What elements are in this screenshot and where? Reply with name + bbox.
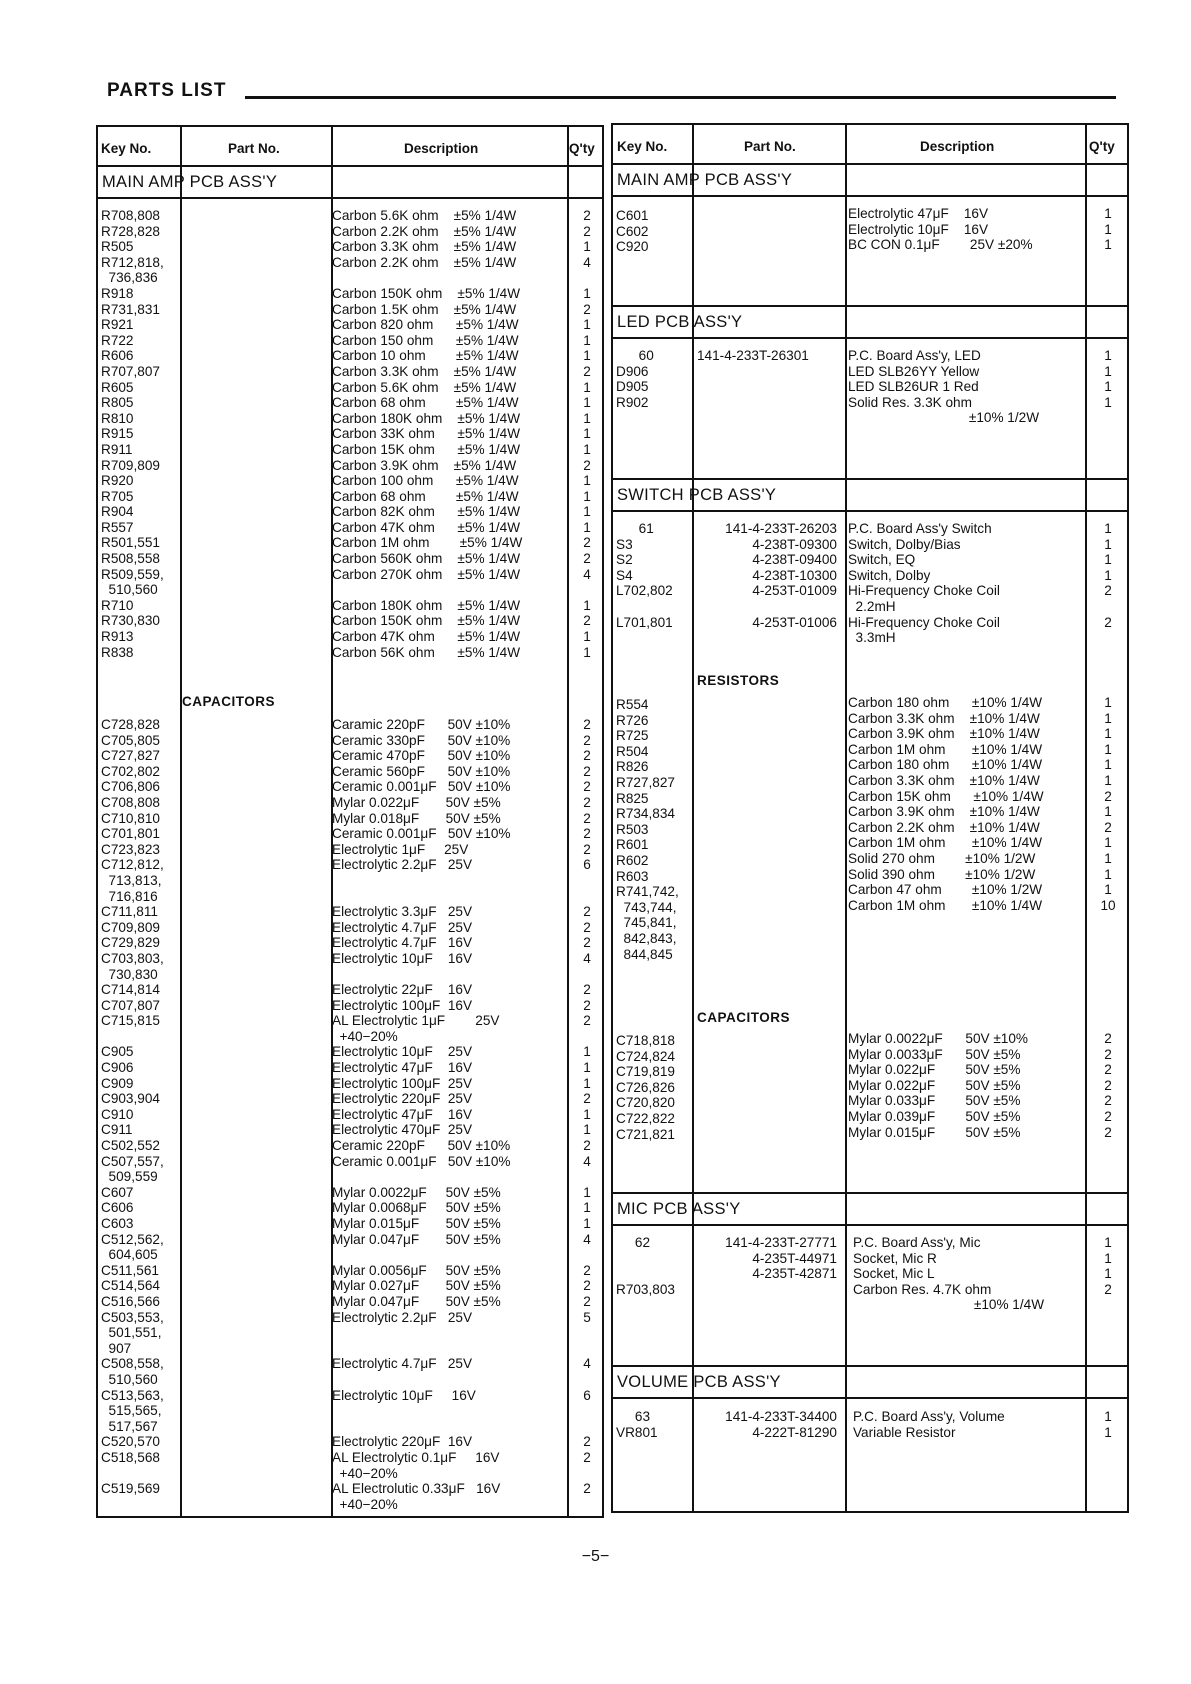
col-description: Description [920,139,995,154]
volume-part-numbers: 141-4-233T-34400 4-222T-81290 [725,1409,837,1440]
section-volume: VOLUME PCB ASS'Y [617,1373,781,1391]
switch-qty: 1 1 1 1 2 2 [1104,521,1112,630]
main-amp-qty: 1 1 1 [1104,206,1112,253]
resistor-descriptions: Carbon 5.6K ohm ±5% 1/4W Carbon 2.2K ohm ±5% 1/4W Carbon 3.3K ohm ±5% 1/4W Carbon 2.2K ohm ±5% 1/4W Carbon 150K ohm ±5% 1/4W Carbon 1.5K ohm ±5% 1/4W Carbon 820 ohm ±5% 1/4W Carbon 150 ohm ±5% 1/4W Carbon 10 ohm ±5% 1/4W Carbon 3.3K ohm ±5% 1/4W Carbon 5.6K ohm ±5% 1/4W Carbon 68 ohm ±5% 1/4W Carbon 180K ohm ±5% 1/4W Carbon 33K ohm ±5% 1/4W Carbon 15K ohm ±5% 1/4W Carbon 3.9K ohm ±5% 1/4W Carbon 100 ohm ±5% 1/4W Carbon 68 ohm ±5% 1/4W Carbon 82K ohm ±5% 1/4W Carbon 47K ohm ±5% 1/4W Carbon 1M ohm ±5% 1/4W Carbon 560K ohm ±5% 1/4W Carbon 270K ohm ±5% 1/4W Carbon 180K ohm ±5% 1/4W Carbon 150K ohm ±5% 1/4W Carbon 47K ohm ±5% 1/4W Carbon 56K ohm ±5% 1/4W [332,208,523,660]
volume-qty: 1 1 [1104,1409,1112,1440]
mic-qty: 1 1 1 2 [1104,1235,1112,1297]
capacitors-subheading: CAPACITORS [182,694,276,709]
led-keys: 60 D906 D905 R902 [616,348,654,410]
right-parts-table [611,123,1129,1513]
switch-part-numbers: 141-4-233T-26203 4-238T-09300 4-238T-09400 4-238T-10300 4-253T-01009 4-253T-01006 [725,521,837,630]
resistors-subheading: RESISTORS [697,673,780,688]
resistor-keys: R708,808 R728,828 R505 R712,818, 736,836 R918 R731,831 R921 R722 R606 R707,807 R605 R805 R810 R915 R911 R709,809 R920 R705 R904 R557 R501,551 R508,558 R509,559, 510,560 R710 R730,830 R913 R838 [101,208,164,660]
led-qty: 1 1 1 1 [1104,348,1112,410]
volume-descriptions: P.C. Board Ass'y, Volume Variable Resistor [853,1409,1005,1440]
switch-resistor-qty: 1 1 1 1 1 1 2 1 2 1 1 1 1 10 [1100,695,1116,913]
switch-descriptions: P.C. Board Ass'y Switch Switch, Dolby/Bias Switch, EQ Switch, Dolby Hi-Frequency Choke Coil 2.2mH Hi-Frequency Choke Coil 3.3mH [848,521,1000,646]
led-descriptions: P.C. Board Ass'y, LED LED SLB26YY Yellow LED SLB26UR 1 Red Solid Res. 3.3K ohm ±10% 1/2W [848,348,1040,426]
switch-capacitor-descriptions: Mylar 0.0022μF 50V ±10% Mylar 0.0033μF 50V ±5% Mylar 0.022μF 50V ±5% Mylar 0.022μF 50V ±5% Mylar 0.033μF 50V ±5% Mylar 0.039μF 50V ±5% Mylar 0.015μF 50V ±5% [848,1031,1029,1140]
capacitor-qty: 2 2 2 2 2 2 2 2 2 6 2 2 2 4 2 2 2 1 1 1 2 1 1 2 4 1 1 1 4 2 2 2 5 4 6 2 2 2 [583,717,591,1497]
section-main-amp: MAIN AMP PCB ASS'Y [617,171,793,189]
switch-resistor-descriptions: Carbon 180 ohm ±10% 1/4W Carbon 3.3K ohm ±10% 1/4W Carbon 3.9K ohm ±10% 1/4W Carbon 1M ohm ±10% 1/4W Carbon 180 ohm ±10% 1/4W Carbon 3.3K ohm ±10% 1/4W Carbon 15K ohm ±10% 1/4W Carbon 3.9K ohm ±10% 1/4W Carbon 2.2K ohm ±10% 1/4W Carbon 1M ohm ±10% 1/4W Solid 270 ohm ±10% 1/2W Solid 390 ohm ±10% 1/2W Carbon 47 ohm ±10% 1/2W Carbon 1M ohm ±10% 1/4W [848,695,1044,913]
section-mic: MIC PCB ASS'Y [617,1200,741,1218]
resistor-qty: 2 2 1 4 1 2 1 1 1 2 1 1 1 1 1 2 1 1 1 1 2 2 4 1 2 1 1 [583,208,591,660]
led-part-numbers: 141-4-233T-26301 [697,348,809,363]
capacitors-subheading: CAPACITORS [697,1010,791,1025]
page-number: −5− [581,1548,610,1565]
section-main-amp: MAIN AMP PCB ASS'Y [102,173,278,191]
col-key-no: Key No. [101,141,152,156]
section-switch: SWITCH PCB ASS'Y [617,486,777,504]
col-qty: Q'ty [569,141,595,156]
main-amp-descriptions: Electrolytic 47μF 16V Electrolytic 10μF 16V BC CON 0.1μF 25V ±20% [848,206,1033,253]
col-key-no: Key No. [617,139,668,154]
col-description: Description [404,141,479,156]
switch-capacitor-keys: C718,818 C724,824 C719,819 C726,826 C720,820 C722,822 C721,821 [616,1033,675,1142]
left-parts-table [96,125,604,1518]
capacitor-keys: C728,828 C705,805 C727,827 C702,802 C706,806 C708,808 C710,810 C701,801 C723,823 C712,812, 713,813, 716,816 C711,811 C709,809 C729,829 C703,803, 730,830 C714,814 C707,807 C715,815 C905 C906 C909 C903,904 C910 C911 C502,552 C507,557, 509,559 C607 C606 C603 C512,562, 604,605 C511,561 C514,564 C516,566 C503,553, 501,551, 907 C508,558, 510,560 C513,563, 515,565, 517,567 C520,570 C518,568 C519,569 [101,717,164,1497]
section-led: LED PCB ASS'Y [617,313,743,331]
mic-part-numbers: 141-4-233T-27771 4-235T-44971 4-235T-42871 [725,1235,837,1282]
mic-descriptions: P.C. Board Ass'y, Mic Socket, Mic R Socket, Mic L Carbon Res. 4.7K ohm ±10% 1/4W [853,1235,1045,1313]
page-title: PARTS LIST [107,80,227,101]
main-amp-keys: C601 C602 C920 [616,208,649,255]
col-qty: Q'ty [1089,139,1115,154]
volume-keys: 63 VR801 [616,1409,658,1440]
switch-capacitor-qty: 2 2 2 2 2 2 2 [1104,1031,1112,1140]
capacitor-descriptions: Caramic 220pF 50V ±10% Ceramic 330pF 50V ±10% Ceramic 470pF 50V ±10% Ceramic 560pF 50V ±10% Ceramic 0.001μF 50V ±10% Mylar 0.022μF 50V ±5% Mylar 0.018μF 50V ±5% Ceramic 0.001μF 50V ±10% Electrolytic 1μF 25V Electrolytic 2.2μF 25V Electrolytic 3.3μF 25V Electrolytic 4.7μF 25V Electrolytic 4.7μF 16V Electrolytic 10μF 16V Electrolytic 22μF 16V Electrolytic 100μF 16V AL Electrolytic 1μF 25V +40−20% Electrolytic 10μF 25V Electrolytic 47μF 16V Electrolytic 100μF 25V Electrolytic 220μF 25V Electrolytic 47μF 16V Electrolytic 470μF 25V Ceramic 220pF 50V ±10% Ceramic 0.001μF 50V ±10% Mylar 0.0022μF 50V ±5% Mylar 0.0068μF 50V ±5% Mylar 0.015μF 50V ±5% Mylar 0.047μF 50V ±5% Mylar 0.0056μF 50V ±5% Mylar 0.027μF 50V ±5% Mylar 0.047μF 50V ±5% Electrolytic 2.2μF 25V Electrolytic 4.7μF 25V Electrolytic 10μF 16V Electrolytic 220μF 16V AL Electrolytic 0.1μF 16V +40−20% AL Electrolutic 0.33μF 16V +40−20% [332,717,511,1512]
switch-resistor-keys: R554 R726 R725 R504 R826 R727,827 R825 R734,834 R503 R601 R602 R603 R741,742, 743,744, 745,841, 842,843, 844,845 [616,697,679,962]
col-part-no: Part No. [744,139,796,154]
col-part-no: Part No. [228,141,280,156]
mic-keys: 62 R703,803 [616,1235,675,1297]
title-rule [245,96,1116,99]
switch-keys: 61 S3 S2 S4 L702,802 L701,801 [616,521,673,630]
